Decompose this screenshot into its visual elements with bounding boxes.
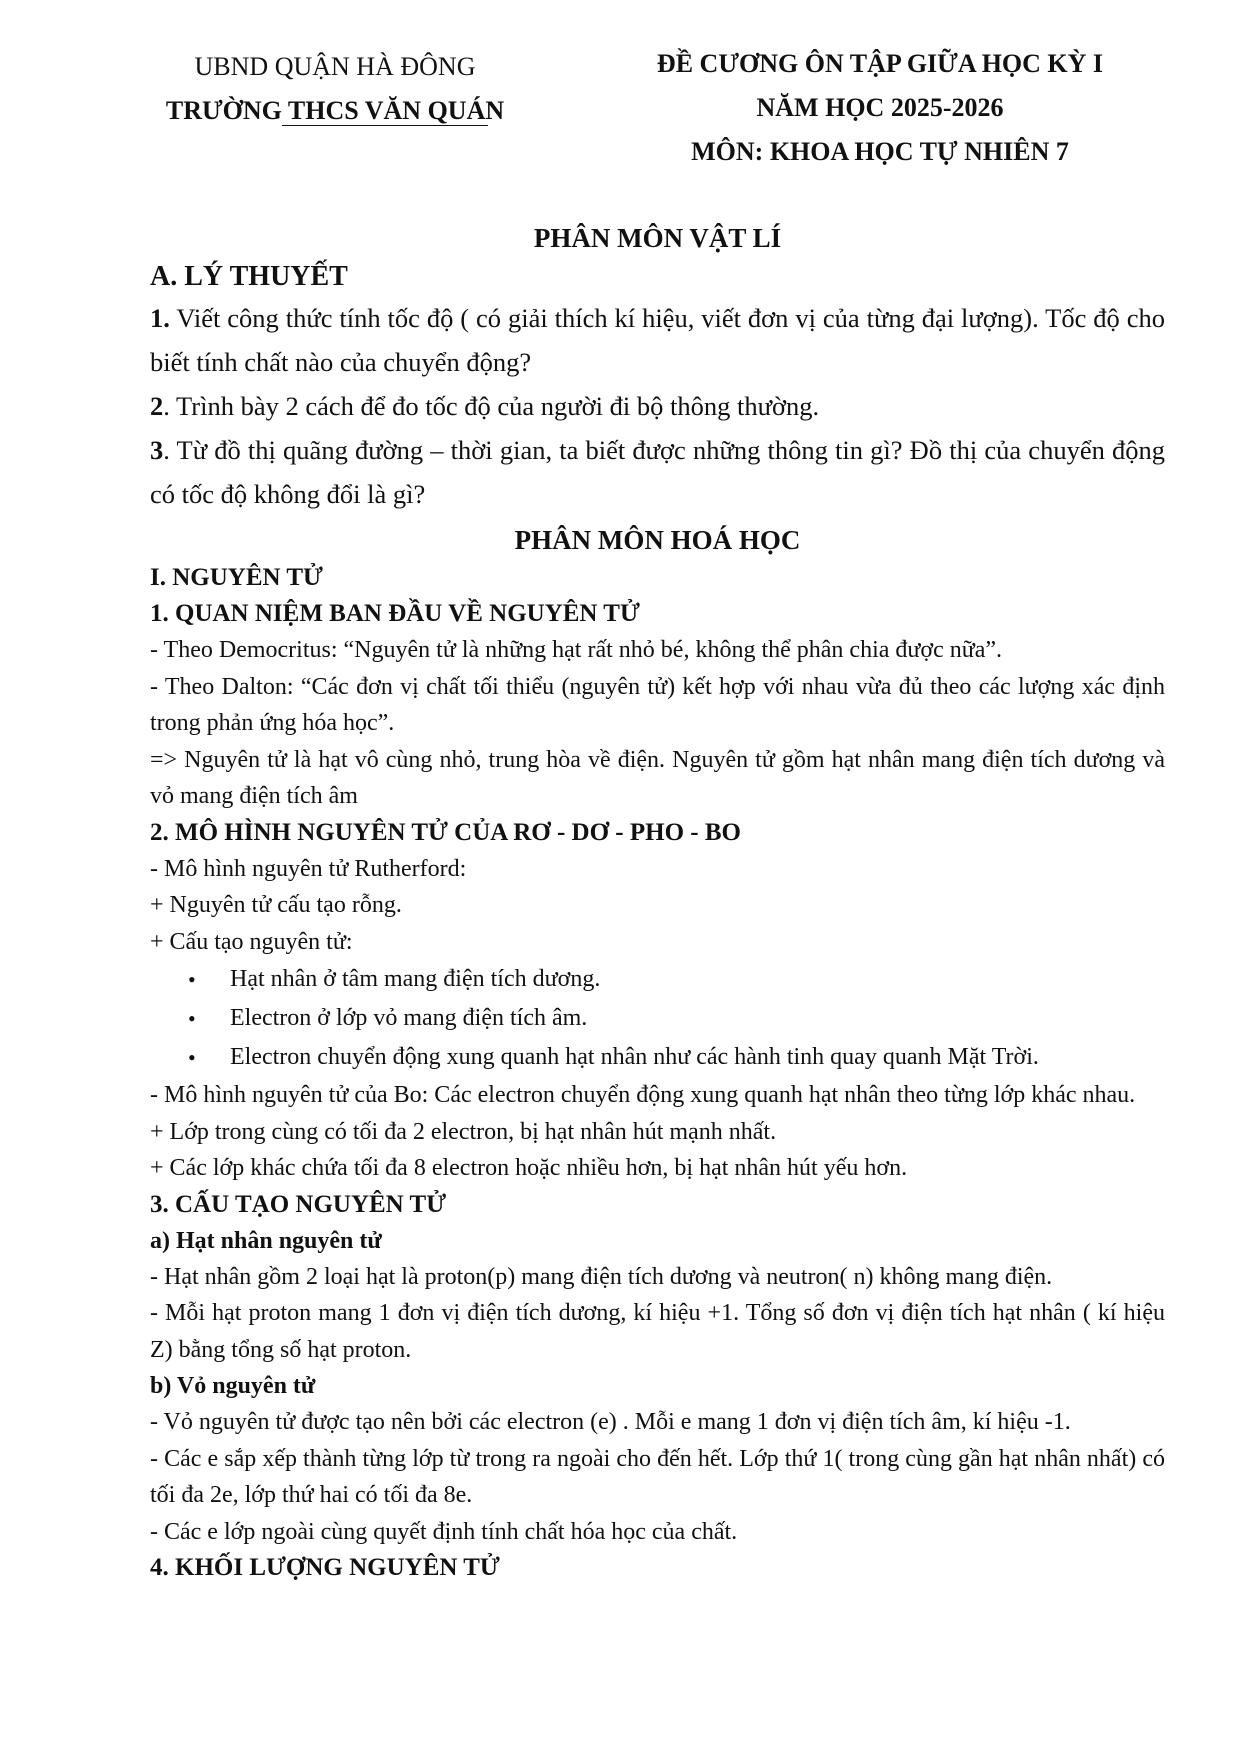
list-item: • Electron chuyển động xung quanh hạt nhân như các hành tinh quay quanh Mặt Trời. [230, 1038, 1165, 1077]
paragraph-shell-3: - Các e lớp ngoài cùng quyết định tính chất hóa học của chất. [150, 1518, 738, 1545]
paragraph-shell-2: - Các e sắp xếp thành từng lớp từ trong ra ngoài cho đến hết. Lớp thứ 1( trong cùng gần hạt nhân nhất) có tối đa 2e, lớp thứ hai có tối đa 8e. [150, 1445, 1165, 1508]
heading-atomic-structure: 3. CẤU TẠO NGUYÊN TỬ [150, 1190, 447, 1218]
heading-early-concepts: 1. QUAN NIỆM BAN ĐẦU VỀ NGUYÊN TỬ [150, 600, 640, 627]
physics-title: PHÂN MÔN VẬT LÍ [533, 223, 782, 253]
paragraph-structure: + Cấu tạo nguyên tử: [150, 928, 353, 955]
paragraph-nucleus-1: - Hạt nhân gồm 2 loại hạt là proton(p) mang điện tích dương và neutron( n) không mang điện. [150, 1263, 1053, 1290]
school-year: NĂM HỌC 2025-2026 [756, 93, 1004, 122]
paragraph-bohr: - Mô hình nguyên tử của Bo: Các electron chuyển động xung quanh hạt nhân theo từng lớp khác nhau. [150, 1082, 1136, 1108]
paragraph-inner-shell: + Lớp trong cùng có tối đa 2 electron, bị hạt nhân hút mạnh nhất. [150, 1118, 777, 1145]
heading-atomic-mass: 4. KHỐI LƯỢNG NGUYÊN TỬ [150, 1554, 500, 1581]
school-name: TRƯỜNG THCS VĂN QUÁN [165, 96, 505, 125]
subheading-shell: b) Vỏ nguyên tử [150, 1373, 316, 1399]
list-item: • Hạt nhân ở tâm mang điện tích dương. [230, 960, 1165, 999]
document-title: ĐỀ CƯƠNG ÔN TẬP GIỮA HỌC KỲ I [656, 49, 1104, 78]
section-theory: A. LÝ THUYẾT [150, 261, 348, 292]
subheading-nucleus: a) Hạt nhân nguyên tử [150, 1227, 382, 1254]
list-item: • Electron ở lớp vỏ mang điện tích âm. [230, 999, 1165, 1038]
question-2 [150, 384, 1165, 428]
chemistry-title: PHÂN MÔN HOÁ HỌC [514, 525, 801, 555]
paragraph-outer-shells: + Các lớp khác chứa tối đa 8 electron hoặc nhiều hơn, bị hạt nhân hút yếu hơn. [150, 1155, 908, 1181]
paragraph-hollow: + Nguyên tử cấu tạo rỗng. [150, 892, 402, 918]
question-1-text: Viết công thức tính tốc độ ( có giải thích kí hiệu, viết đơn vị của từng đại lượng). Tốc độ cho biết tính chất nào của chuyển động? [150, 303, 1165, 377]
paragraph-dalton: - Theo Dalton: “Các đơn vị chất tối thiểu (nguyên tử) kết hợp với nhau vừa đủ theo các lượng xác định trong phản ứng hóa học”. [150, 673, 1165, 736]
district-name: UBND QUẬN HÀ ĐÔNG [194, 52, 476, 81]
paragraph-rutherford: - Mô hình nguyên tử Rutherford: [150, 855, 467, 882]
header-right [610, 42, 1150, 174]
question-1 [150, 296, 1165, 384]
paragraph-conclusion: => Nguyên tử là hạt vô cùng nhỏ, trung hòa về điện. Nguyên tử gồm hạt nhân mang điện tích dương và vỏ mang điện tích âm [150, 746, 1165, 809]
paragraph-democritus: - Theo Democritus: “Nguyên tử là những hạt rất nhỏ bé, không thể phân chia được nữa”. [150, 637, 1003, 663]
question-1-number: 1. [150, 303, 170, 333]
paragraph-nucleus-2: - Mỗi hạt proton mang 1 đơn vị điện tích dương, kí hiệu +1. Tổng số đơn vị điện tích hạt nhân ( kí hiệu Z) bằng tổng số hạt proton. [150, 1300, 1165, 1363]
structure-bullet-list [150, 960, 1165, 1077]
question-3-number: 3 [150, 435, 164, 465]
question-3 [150, 428, 1165, 516]
question-2-number: 2 [150, 391, 164, 421]
document-body [150, 218, 1165, 1586]
subject-name: MÔN: KHOA HỌC TỰ NHIÊN 7 [691, 137, 1069, 166]
school-underline [282, 125, 488, 126]
heading-atomic-models: 2. MÔ HÌNH NGUYÊN TỬ CỦA RƠ - DƠ - PHO - BO [150, 818, 741, 846]
section-atom: I. NGUYÊN TỬ [150, 564, 323, 591]
question-2-text: . Trình bày 2 cách để đo tốc độ của người đi bộ thông thường. [163, 391, 820, 421]
paragraph-shell-1: - Vỏ nguyên tử được tạo nên bởi các electron (e) . Mỗi e mang 1 đơn vị điện tích âm, kí hiệu -1. [150, 1409, 1071, 1435]
header-left [150, 45, 520, 133]
question-3-text: . Từ đồ thị quãng đường – thời gian, ta biết được những thông tin gì? Đồ thị của chuyển động có tốc độ không đổi là gì? [150, 435, 1165, 509]
